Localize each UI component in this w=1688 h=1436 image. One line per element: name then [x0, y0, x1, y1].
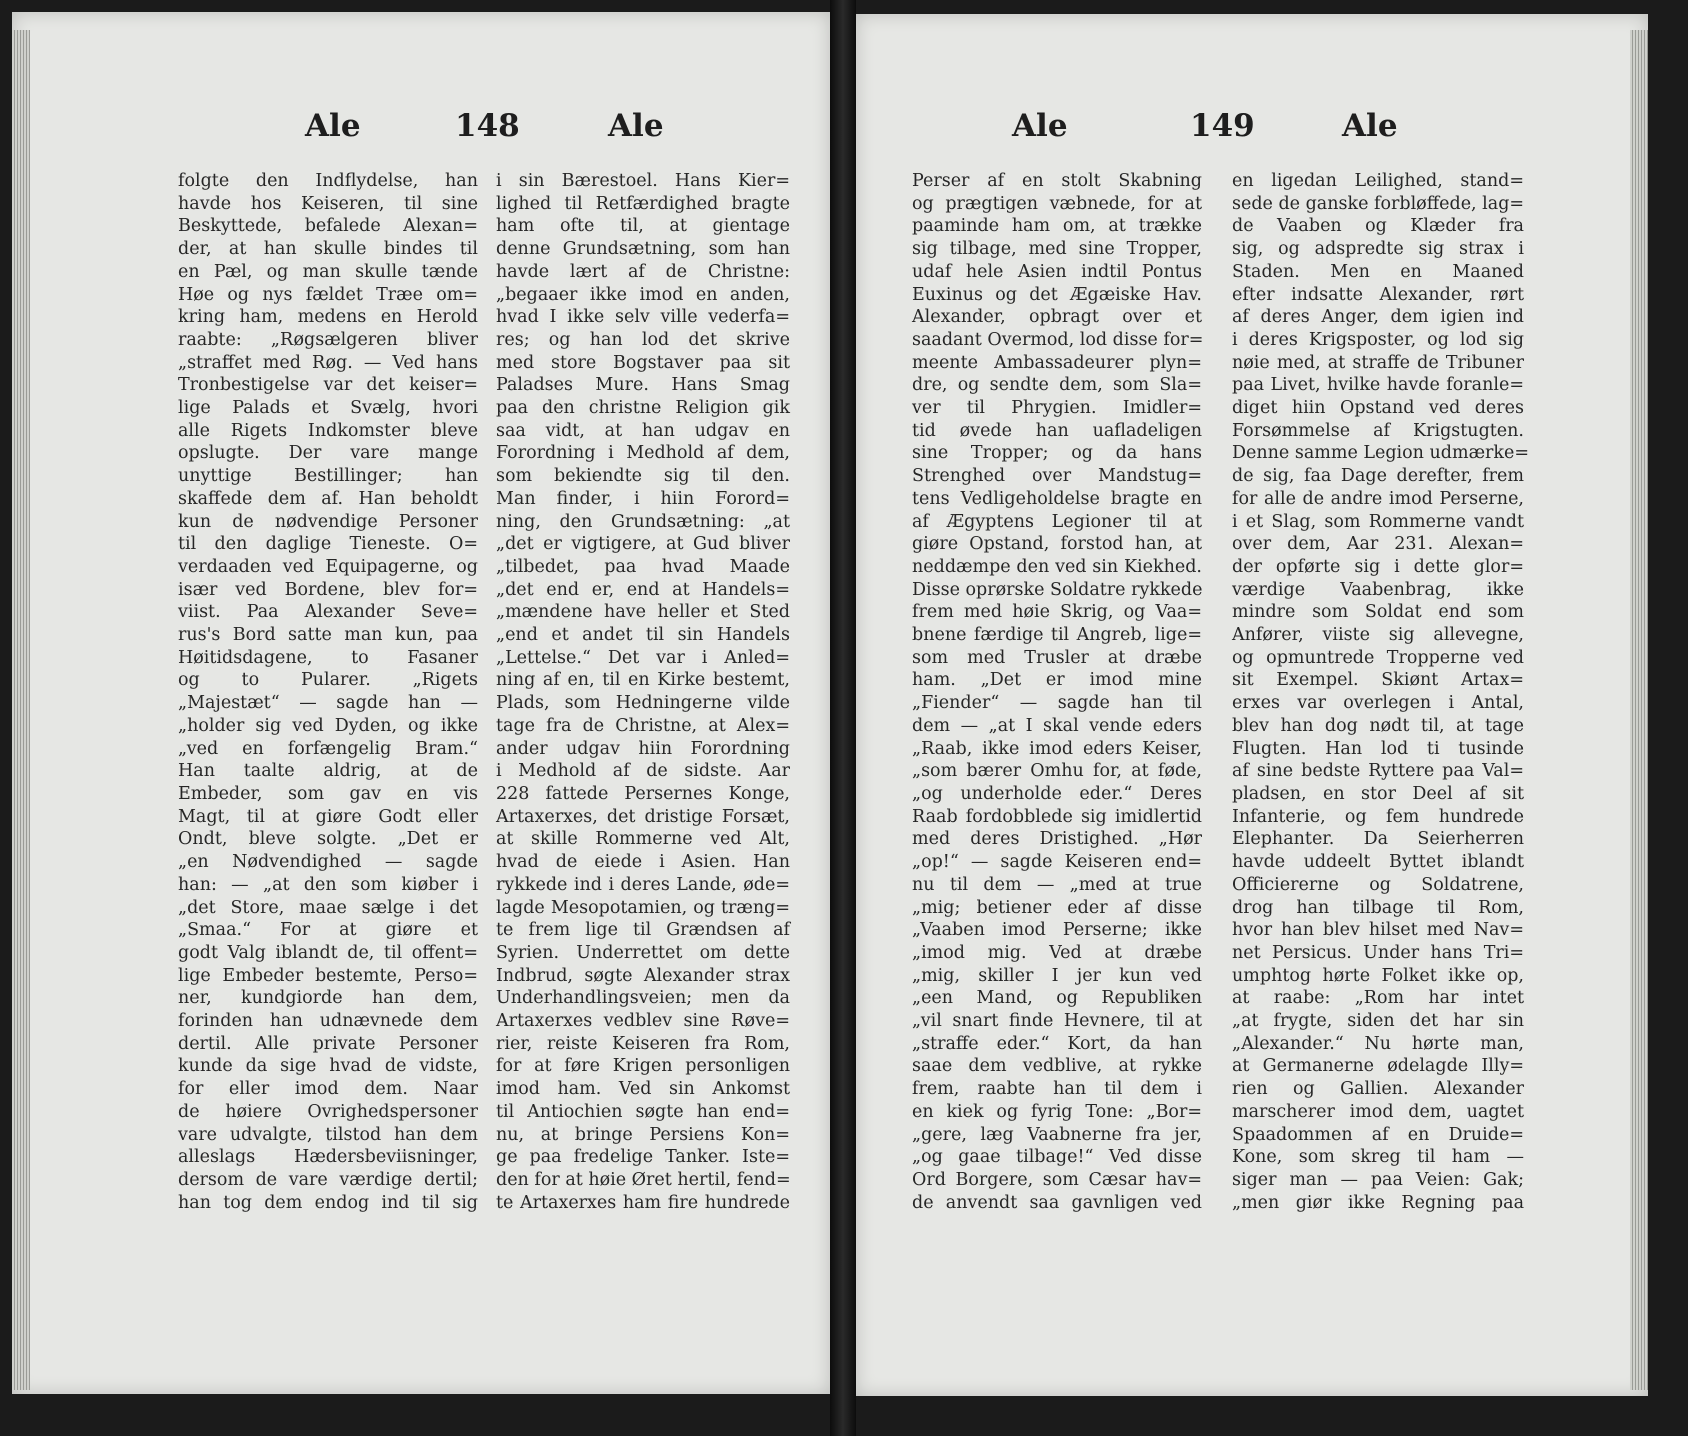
text-line: unyttige Bestillinger; han	[178, 466, 478, 487]
text-line: værdige Vaabenbrag, ikke	[1232, 579, 1524, 600]
text-line: Artaxerxes, det dristige Forsæt,	[496, 806, 790, 827]
text-line: „Fiender“ — sagde han til	[912, 693, 1202, 714]
text-line: Tronbestigelse var det keiser=	[178, 375, 478, 396]
left-page-column-2	[496, 170, 790, 1214]
text-line: „Raab, ikke imod eders Keiser,	[912, 738, 1202, 759]
text-line: pladsen, en stor Deel af sit	[1232, 783, 1524, 804]
text-line: at raabe: „Rom har intet	[1232, 988, 1524, 1009]
text-line: Man finder, i hiin Forord=	[496, 488, 790, 509]
text-line: lagde Mesopotamien, og træng=	[496, 897, 790, 918]
text-line: ham ofte til, at gientage	[496, 216, 790, 237]
text-line: tens Vedligeholdelse bragte en	[912, 488, 1202, 509]
text-line: folgte den Indflydelse, han	[178, 171, 478, 191]
text-line: sig tilbage, med sine Tropper,	[912, 239, 1202, 260]
text-line: dertil. Alle private Personer	[178, 1033, 478, 1054]
text-line: Alexander, opbragt over et	[912, 307, 1202, 328]
text-line: skaffede dem af. Han beholdt	[178, 488, 478, 509]
text-line: kring ham, medens en Herold	[178, 307, 478, 328]
text-line: Elephanter. Da Seierherren	[1232, 829, 1524, 850]
text-line: hvad I ikke selv ville vederfa=	[496, 307, 790, 328]
text-line: lige Embeder bestemte, Perso=	[178, 965, 478, 986]
text-line: Ord Borgere, som Cæsar hav=	[912, 1169, 1202, 1190]
text-line: til Antiochien søgte han end=	[496, 1101, 790, 1122]
text-line: Strenghed over Mandstug=	[912, 466, 1202, 487]
text-line: net Persicus. Under hans Tri=	[1232, 942, 1524, 963]
text-line: neddæmpe den ved sin Kiekhed.	[912, 556, 1202, 577]
text-line: Euxinus og det Ægæiske Hav.	[912, 284, 1202, 305]
text-line: saadant Overmod, lod disse for=	[912, 329, 1204, 350]
text-line: Han taalte aldrig, at de	[178, 761, 478, 782]
text-line: kunde da sige hvad de vidste,	[178, 1056, 478, 1077]
text-line: Embeder, som gav en vis	[178, 783, 478, 804]
text-line: godt Valg iblandt de, til offent=	[178, 942, 478, 963]
text-line: en Pæl, og man skulle tænde	[178, 261, 478, 282]
text-line: Paladses Mure. Hans Smag	[496, 375, 790, 396]
text-line: en ligedan Leilighed, stand=	[1232, 171, 1524, 191]
text-line: de sig, faa Dage derefter, frem	[1232, 466, 1524, 487]
text-line: Anfører, viiste sig allevegne,	[1232, 625, 1524, 646]
text-line: rus's Bord satte man kun, paa	[178, 625, 478, 646]
text-line: i deres Krigsposter, og lod sig	[1232, 329, 1524, 350]
text-line: for eller imod dem. Naar	[178, 1079, 478, 1100]
text-line: havde lært af de Christne:	[496, 261, 790, 282]
text-line: Spaadommen af en Druide=	[1232, 1124, 1524, 1145]
text-line: te frem lige til Grændsen af	[496, 920, 790, 941]
text-line: „imod mig. Ved at dræbe	[912, 942, 1202, 963]
text-line: Høe og nys fældet Træe om=	[178, 284, 478, 305]
text-line: og prægtigen væbnede, for at	[912, 193, 1202, 214]
text-line: „mig; betiener eder af disse	[912, 897, 1202, 918]
right-page-column-1	[912, 170, 1202, 1214]
text-line: han tog dem endog ind til sig	[178, 1192, 478, 1213]
left-page-number: 148	[455, 108, 520, 144]
text-line: sine Tropper; og da hans	[912, 443, 1202, 464]
text-line: de høiere Ovrighedspersoner	[178, 1101, 478, 1122]
text-line: ge paa fredelige Tanker. Iste=	[496, 1147, 790, 1168]
text-line: med deres Dristighed. „Hør	[912, 829, 1202, 850]
text-line: „begaaer ikke imod en anden,	[496, 284, 790, 305]
text-line: „mig, skiller I jer kun ved	[912, 965, 1202, 986]
text-line: siger man — paa Veien: Gak;	[1232, 1169, 1524, 1190]
text-line: at Germanerne ødelagde Illy=	[1232, 1056, 1524, 1077]
text-line: ander udgav hiin Forordning	[496, 738, 790, 759]
text-line: meente Ambassadeurer plyn=	[912, 352, 1202, 373]
text-line: især ved Bordene, blev for=	[178, 579, 478, 600]
text-line: „gere, læg Vaabnerne fra jer,	[912, 1124, 1202, 1145]
text-line: efter indsatte Alexander, rørt	[1232, 284, 1524, 305]
text-line: 228 fattede Persernes Konge,	[496, 783, 790, 804]
text-line: „end et andet til sin Handels	[496, 625, 790, 646]
text-line: ver til Phrygien. Imidler=	[912, 398, 1202, 419]
text-line: saa vidt, at han udgav en	[496, 420, 790, 441]
text-line: ning, den Grundsætning: „at	[496, 511, 790, 532]
text-line: Raab fordobblede sig imidlertid	[912, 806, 1202, 827]
right-page-column-2	[1232, 170, 1530, 1214]
text-line: lige Palads et Svælg, hvori	[178, 398, 478, 419]
text-line: „mændene have heller et Sted	[496, 602, 790, 623]
text-line: „een Mand, og Republiken	[912, 988, 1202, 1009]
text-line: „men giør ikke Regning paa	[1232, 1192, 1524, 1213]
text-line: mindre som Soldat end som	[1232, 602, 1524, 623]
text-line: den for at høie Øret hertil, fend=	[496, 1169, 791, 1190]
text-line: nu, at bringe Persiens Kon=	[496, 1124, 790, 1145]
text-line: af deres Anger, dem igien ind	[1232, 307, 1524, 328]
text-line: dre, og sendte dem, som Sla=	[912, 375, 1202, 396]
text-line: til den daglige Tieneste. O=	[178, 534, 478, 555]
text-line: Indbrud, søgte Alexander strax	[496, 965, 790, 986]
right-header-left-word: Ale	[1012, 108, 1068, 144]
text-line: Perser af en stolt Skabning	[912, 171, 1202, 191]
text-line: frem, raabte han til dem i	[912, 1079, 1202, 1100]
text-line: sede de ganske forbløffede, lag=	[1232, 193, 1525, 214]
text-line: Høitidsdagene, to Fasaner	[178, 647, 478, 668]
text-line: for alle de andre imod Perserne,	[1232, 488, 1524, 509]
right-page-number: 149	[1190, 108, 1255, 144]
text-line: som bekiendte sig til den.	[496, 466, 790, 487]
text-line: tid øvede han uafladeligen	[912, 420, 1202, 441]
right-page-edges	[1630, 30, 1648, 1390]
text-line: at skille Rommerne ved Alt,	[496, 829, 790, 850]
book-gutter	[830, 0, 856, 1436]
text-line: res; og han lod det skrive	[496, 329, 790, 350]
text-line: Magt, til at giøre Godt eller	[178, 806, 478, 827]
text-line: og opmuntrede Tropperne ved	[1232, 647, 1524, 668]
text-line: „og underholde eder.“ Deres	[912, 783, 1202, 804]
text-line: Forsømmelse af Krigstugten.	[1232, 420, 1524, 441]
text-line: marscherer imod dem, uagtet	[1232, 1101, 1524, 1122]
text-line: Artaxerxes vedblev sine Røve=	[496, 1011, 790, 1032]
text-line: Beskyttede, befalede Alexan=	[178, 216, 478, 237]
text-line: „op!“ — sagde Keiseren end=	[912, 852, 1202, 873]
text-line: han: — „at den som kiøber i	[178, 874, 478, 895]
text-line: rien og Gallien. Alexander	[1232, 1079, 1524, 1100]
text-line: rykkede ind i deres Lande, øde=	[496, 874, 790, 895]
text-line: som med Trusler at dræbe	[912, 647, 1202, 668]
text-line: vare udvalgte, tilstod han dem	[178, 1124, 478, 1145]
text-line: Denne samme Legion udmærke=	[1232, 443, 1530, 464]
left-header-right-word: Ale	[608, 108, 664, 144]
text-line: tage fra de Christne, at Alex=	[496, 715, 790, 736]
text-line: nu til dem — „med at true	[912, 874, 1202, 895]
text-line: „som bærer Omhu for, at føde,	[912, 761, 1202, 782]
text-line: udaf hele Asien indtil Pontus	[912, 261, 1202, 282]
text-line: „det end er, end at Handels=	[496, 579, 790, 600]
text-line: drog han tilbage til Rom,	[1232, 897, 1524, 918]
text-line: med store Bogstaver paa sit	[496, 352, 790, 373]
text-line: Underhandlingsveien; men da	[496, 988, 790, 1009]
text-line: i sin Bærestoel. Hans Kier=	[496, 171, 790, 191]
text-line: „ved en forfængelig Bram.“	[178, 738, 478, 759]
text-line: af Ægyptens Legioner til at	[912, 511, 1202, 532]
text-line: erxes var overlegen i Antal,	[1232, 693, 1524, 714]
text-line: Infanterie, og fem hundrede	[1232, 806, 1524, 827]
text-line: kun de nødvendige Personer	[178, 511, 478, 532]
text-line: forinden han udnævnede dem	[178, 1011, 478, 1032]
text-line: „vil snart finde Hevnere, til at	[912, 1011, 1202, 1032]
text-line: sit Exempel. Skiønt Artax=	[1232, 670, 1524, 691]
text-line: alle Rigets Indkomster bleve	[178, 420, 478, 441]
text-line: de anvendt saa gavnligen ved	[912, 1192, 1202, 1213]
text-line: opslugte. Der vare mange	[178, 443, 478, 464]
text-line: „det er vigtigere, at Gud bliver	[496, 534, 790, 555]
text-line: blev han dog nødt til, at tage	[1232, 715, 1524, 736]
text-line: viist. Paa Alexander Seve=	[178, 602, 478, 623]
text-line: over dem, Aar 231. Alexan=	[1232, 534, 1524, 555]
text-line: Syrien. Underrettet om dette	[496, 942, 790, 963]
text-line: „straffe eder.“ Kort, da han	[912, 1033, 1202, 1054]
text-line: te Artaxerxes ham fire hundrede	[496, 1192, 790, 1213]
text-line: hvad de eiede i Asien. Han	[496, 852, 790, 873]
text-line: ning af en, til en Kirke bestemt,	[496, 670, 790, 691]
left-page-column-1	[178, 170, 478, 1214]
text-line: raabte: „Røgsælgeren bliver	[178, 329, 478, 350]
text-line: havde hos Keiseren, til sine	[178, 193, 478, 214]
text-line: „Smaa.“ For at giøre et	[178, 920, 478, 941]
text-line: „Vaaben imod Perserne; ikke	[912, 920, 1202, 941]
text-line: Officiererne og Soldatrene,	[1232, 874, 1524, 895]
text-line: hvor han blev hilset med Nav=	[1232, 920, 1524, 941]
text-line: nøie med, at straffe de Tribuner	[1232, 352, 1524, 373]
text-line: en kiek og fyrig Tone: „Bor=	[912, 1101, 1202, 1122]
text-line: imod ham. Ved sin Ankomst	[496, 1079, 790, 1100]
text-line: der, at han skulle bindes til	[178, 239, 478, 260]
text-line: „tilbedet, paa hvad Maade	[496, 556, 790, 577]
text-line: Plads, som Hedningerne vilde	[496, 693, 790, 714]
text-line: af sine bedste Ryttere paa Val=	[1232, 761, 1524, 782]
text-line: Flugten. Han lod ti tusinde	[1232, 738, 1524, 759]
text-line: „straffet med Røg. — Ved hans	[178, 352, 478, 373]
text-line: og to Pularer. „Rigets	[178, 670, 478, 691]
text-line: Ondt, bleve solgte. „Det er	[178, 829, 478, 850]
text-line: havde uddeelt Byttet iblandt	[1232, 852, 1524, 873]
text-line: „det Store, maae sælge i det	[178, 897, 478, 918]
text-line: „holder sig ved Dyden, og ikke	[178, 715, 478, 736]
text-line: lighed til Retfærdighed bragte	[496, 193, 790, 214]
text-line: paa Livet, hvilke havde foranle=	[1232, 375, 1524, 396]
text-line: ner, kundgiorde han dem,	[178, 988, 478, 1009]
text-line: Kone, som skreg til ham —	[1232, 1147, 1524, 1168]
text-line: i Medhold af de sidste. Aar	[496, 761, 790, 782]
text-line: frem med høie Skrig, og Vaa=	[912, 602, 1202, 623]
left-page-edges	[12, 30, 30, 1390]
text-line: „Majestæt“ — sagde han —	[178, 693, 478, 714]
text-line: sig, og adspredte sig strax i	[1232, 239, 1524, 260]
left-header-left-word: Ale	[305, 108, 361, 144]
text-line: saae dem vedblive, at rykke	[912, 1056, 1202, 1077]
text-line: Disse oprørske Soldatre rykkede	[912, 579, 1203, 600]
text-line: Staden. Men en Maaned	[1232, 261, 1524, 282]
text-line: i et Slag, som Rommerne vandt	[1232, 511, 1524, 532]
text-line: de Vaaben og Klæder fra	[1232, 216, 1524, 237]
text-line: paa den christne Religion gik	[496, 398, 790, 419]
text-line: diget hiin Opstand ved deres	[1232, 398, 1524, 419]
text-line: umphtog hørte Folket ikke op,	[1232, 965, 1524, 986]
text-line: rier, reiste Keiseren fra Rom,	[496, 1033, 790, 1054]
text-line: verdaaden ved Equipagerne, og	[178, 556, 478, 577]
text-line: bnene færdige til Angreb, lige=	[912, 625, 1202, 646]
text-line: „Alexander.“ Nu hørte man,	[1232, 1033, 1524, 1054]
text-line: ham. „Det er imod mine	[912, 670, 1202, 691]
text-line: dersom de vare værdige dertil;	[178, 1169, 478, 1190]
text-line: der opførte sig i dette glor=	[1232, 556, 1524, 577]
text-line: paaminde ham om, at trække	[912, 216, 1202, 237]
text-line: Forordning i Medhold af dem,	[496, 443, 790, 464]
text-line: „Lettelse.“ Det var i Anled=	[496, 647, 790, 668]
text-line: alleslags Hædersbeviisninger,	[178, 1147, 478, 1168]
text-line: dem — „at I skal vende eders	[912, 715, 1202, 736]
text-line: „en Nødvendighed — sagde	[178, 852, 478, 873]
text-line: for at føre Krigen personligen	[496, 1056, 790, 1077]
text-line: „at frygte, siden det har sin	[1232, 1011, 1524, 1032]
text-line: giøre Opstand, forstod han, at	[912, 534, 1202, 555]
text-line: denne Grundsætning, som han	[496, 239, 790, 260]
text-line: „og gaae tilbage!“ Ved disse	[912, 1147, 1202, 1168]
right-header-right-word: Ale	[1342, 108, 1398, 144]
